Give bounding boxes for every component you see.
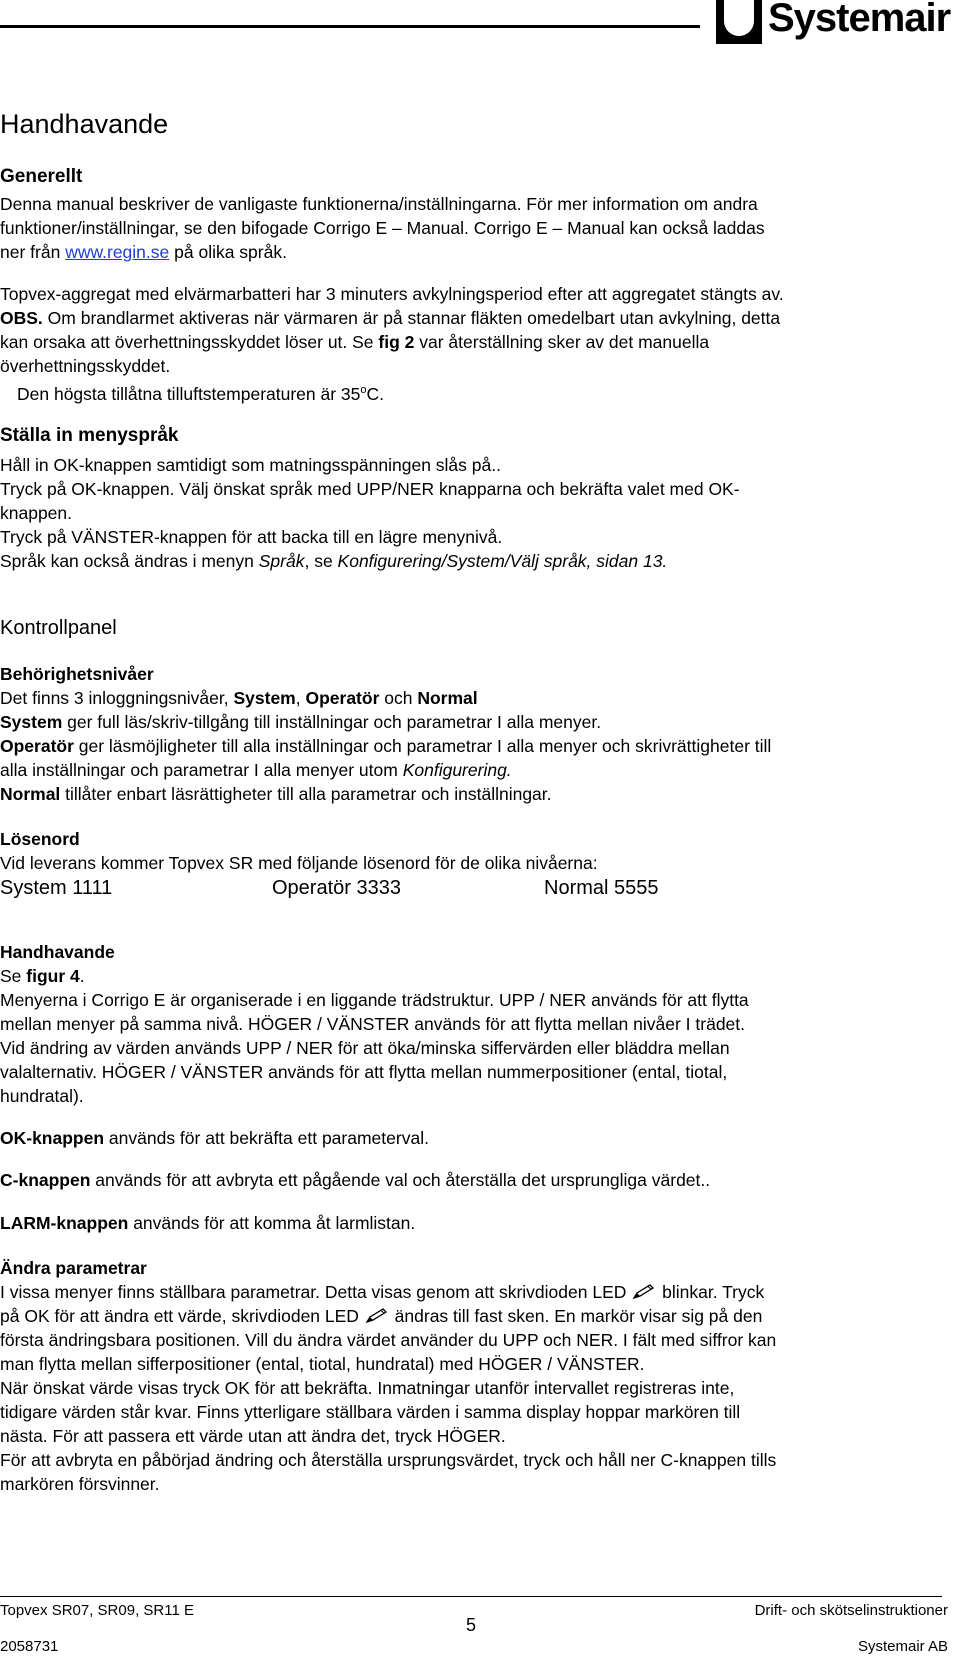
- password-system: System 1111: [0, 877, 113, 899]
- generellt-p2-line-4: överhettningsskyddet.: [0, 356, 171, 376]
- generellt-line-1: Denna manual beskriver de vanligaste funktionerna/inställningarna. För mer information om andra: [0, 194, 758, 214]
- andra-line-7: nästa. För att passera ett värde utan att ändra det, tryck HÖGER.: [0, 1426, 506, 1446]
- page-number: 5: [466, 1615, 477, 1635]
- header-rule: [0, 25, 700, 28]
- andra-line-2: på OK för att ändra ett värde, skrivdioden LED ändras till fast sken. En markör visar sig på den: [0, 1306, 763, 1326]
- menysprak-line-5: Språk kan också ändras i menyn Språk, se Konfigurering/System/Välj språk, sidan 13.: [0, 551, 668, 571]
- footer-rule: [0, 1596, 942, 1597]
- menysprak-line-1: Håll in OK-knappen samtidigt som matningsspänningen slås på..: [0, 455, 501, 475]
- logo-text: Systemair: [768, 0, 951, 40]
- pen-icon: [631, 1283, 657, 1301]
- generellt-p2-line-3: kan orsaka att överhettningsskyddet löser ut. Se fig 2 var återställning sker av det manuella: [0, 332, 710, 352]
- footer-product: Topvex SR07, SR09, SR11 E: [0, 1602, 194, 1619]
- password-operator: Operatör 3333: [272, 877, 401, 899]
- subheading-losenord: Lösenord: [0, 829, 80, 849]
- larm-button-description: LARM-knappen används för att komma åt larmlistan.: [0, 1213, 416, 1233]
- page-title: Handhavande: [0, 109, 169, 139]
- logo-mark: [716, 0, 762, 44]
- c-button-description: C-knappen används för att avbryta ett pågående val och återställa det ursprungliga värdet..: [0, 1170, 711, 1190]
- behorighet-line-5: Normal tillåter enbart läsrättigheter till alla parametrar och inställningar.: [0, 784, 552, 804]
- footer-doc-number: 2058731: [0, 1638, 59, 1655]
- andra-line-9: markören försvinner.: [0, 1474, 160, 1494]
- footer-doc-type: Drift- och skötselinstruktioner: [754, 1602, 948, 1619]
- generellt-line-3: ner från www.regin.se på olika språk.: [0, 242, 287, 262]
- section-heading-generellt: Generellt: [0, 166, 83, 187]
- subheading-andra-parametrar: Ändra parametrar: [0, 1258, 147, 1278]
- behorighet-line-3: Operatör ger läsmöjligheter till alla inställningar och parametrar I alla menyer och skrivrättigheter till: [0, 736, 772, 756]
- handhavande-line-4: valalternativ. HÖGER / VÄNSTER används för att flytta mellan nummerpositioner (ental, tiotal,: [0, 1062, 728, 1082]
- fig2-ref: fig 2: [378, 332, 415, 352]
- subheading-handhavande: Handhavande: [0, 942, 115, 962]
- obs-label: OBS.: [0, 308, 43, 328]
- subheading-behorighetsnivaer: Behörighetsnivåer: [0, 664, 154, 684]
- handhavande-line-1: Menyerna i Corrigo E är organiserade i en liggande trädstruktur. UPP / NER används för att flytta: [0, 990, 749, 1010]
- andra-line-4: man flytta mellan sifferpositioner (ental, tiotal, hundratal) med HÖGER / VÄNSTER.: [0, 1354, 645, 1374]
- ok-button-description: OK-knappen används för att bekräfta ett parameterval.: [0, 1128, 429, 1148]
- losenord-intro: Vid leverans kommer Topvex SR med följande lösenord för de olika nivåerna:: [0, 853, 598, 873]
- menysprak-line-4: Tryck på VÄNSTER-knappen för att backa till en lägre menynivå.: [0, 527, 503, 547]
- generellt-p2-line-5: Den högsta tillåtna tilluftstemperaturen är 35$^o$C.: [17, 383, 385, 404]
- andra-line-5: När önskat värde visas tryck OK för att bekräfta. Inmatningar utanför intervallet registreras inte,: [0, 1378, 735, 1398]
- handhavande-see-figure: Se figur 4.: [0, 966, 85, 986]
- regin-link[interactable]: www.regin.se: [65, 242, 170, 262]
- generellt-p2-line-1: Topvex-aggregat med elvärmarbatteri har 3 minuters avkylningsperiod efter att aggregatet stängts av.: [0, 284, 784, 304]
- generellt-line-2: funktioner/inställningar, se den bifogade Corrigo E – Manual. Corrigo E – Manual kan också laddas: [0, 218, 765, 238]
- systemair-logo: [716, 0, 960, 50]
- andra-line-8: För att avbryta en påbörjad ändring och återställa ursprungsvärdet, tryck och håll ner C-knappen tills: [0, 1450, 777, 1470]
- section-heading-menysprak: Ställa in menyspråk: [0, 425, 179, 446]
- generellt-p2-line-2: OBS. Om brandlarmet aktiveras när värmaren är på stannar fläkten omedelbart utan avkylning, detta: [0, 308, 781, 328]
- handhavande-line-2: mellan menyer på samma nivå. HÖGER / VÄNSTER används för att flytta mellan nivåer I trädet.: [0, 1014, 746, 1034]
- andra-line-1: I vissa menyer finns ställbara parametrar. Detta visas genom att skrivdioden LED blinkar. Tryck: [0, 1282, 765, 1302]
- behorighet-line-1: Det finns 3 inloggningsnivåer, System, Operatör och Normal: [0, 688, 478, 708]
- section-heading-kontrollpanel: Kontrollpanel: [0, 617, 117, 639]
- behorighet-line-2: System ger full läs/skriv-tillgång till inställningar och parametrar I alla menyer.: [0, 712, 602, 732]
- password-normal: Normal 5555: [544, 877, 659, 899]
- andra-line-3: första ändringsbara positionen. Vill du ändra värdet använder du UPP och NER. I fält med siffror kan: [0, 1330, 777, 1350]
- handhavande-line-3: Vid ändring av värden används UPP / NER för att öka/minska siffervärden eller bläddra mellan: [0, 1038, 730, 1058]
- behorighet-line-4: alla inställningar och parametrar I alla menyer utom Konfigurering.: [0, 760, 512, 780]
- andra-line-6: tidigare värden står kvar. Finns ytterligare ställbara värden i samma display hoppar markören till: [0, 1402, 741, 1422]
- pen-icon: [364, 1307, 390, 1325]
- footer-company: Systemair AB: [857, 1638, 948, 1655]
- menysprak-line-3: knappen.: [0, 503, 73, 523]
- handhavande-line-5: hundratal).: [0, 1086, 84, 1106]
- menysprak-line-2: Tryck på OK-knappen. Välj önskat språk med UPP/NER knapparna och bekräfta valet med OK-: [0, 479, 740, 499]
